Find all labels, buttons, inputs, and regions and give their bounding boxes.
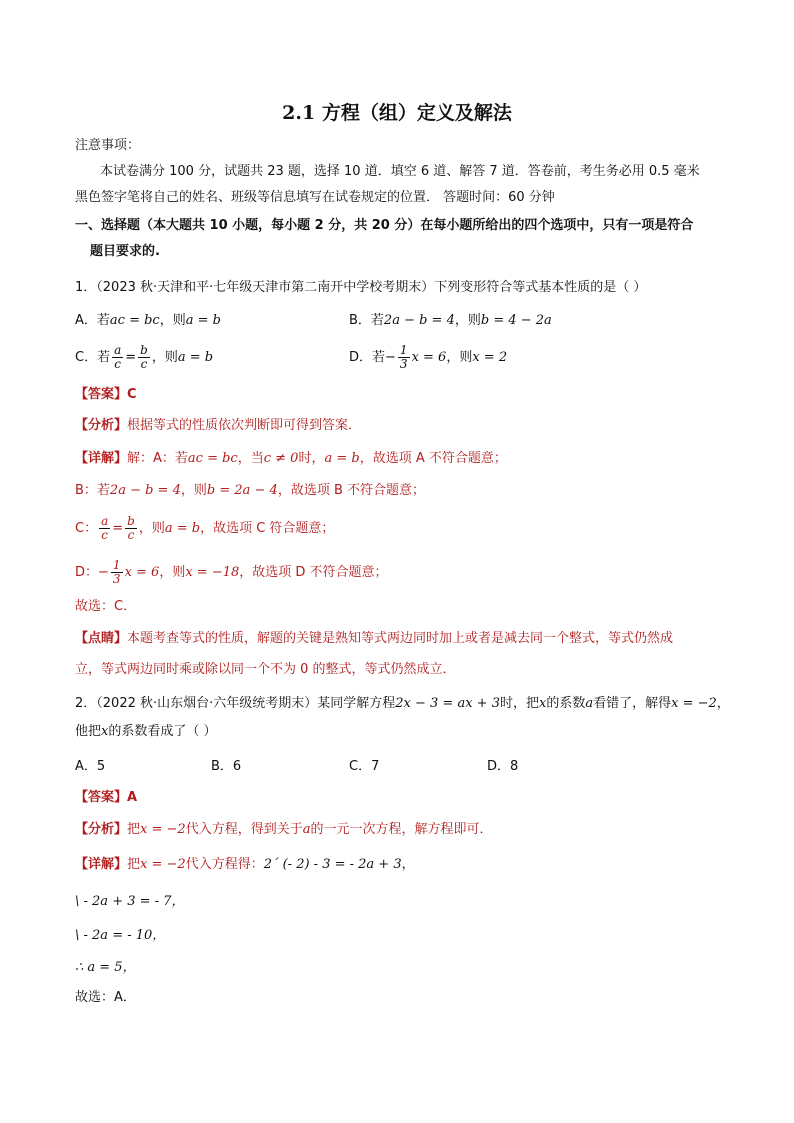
math-expr: b = 4 − 2a bbox=[480, 313, 552, 328]
option-label: A．若 bbox=[75, 313, 110, 328]
q1-option-a bbox=[75, 311, 221, 331]
q2-option-b: B．6 bbox=[211, 759, 242, 774]
q2-option-a: A．5 bbox=[75, 759, 106, 774]
q2-step-3: ∴ a = 5， bbox=[75, 960, 136, 975]
fraction: $\frac{b}{c}$ bbox=[127, 514, 135, 542]
q1-comment-line-2: 立，等式两边同时乘或除以同一个不为 0 的整式，等式仍然成立． bbox=[75, 662, 456, 677]
section-heading-line-2: 题目要求的. bbox=[90, 244, 160, 259]
q1-detail-c: C： $\frac{a}{c}$ = $\frac{b}{c}$ ，则a = b，故选项 C 符合题意； bbox=[75, 514, 335, 542]
q1-choose: 故选：C． bbox=[75, 599, 137, 614]
q2-analysis: 【分析】把x = −2代入方程，得到关于a的一元一次方程，解方程即可． bbox=[75, 822, 493, 837]
q2-option-c: C．7 bbox=[349, 759, 380, 774]
option-label: D．若 bbox=[349, 350, 386, 365]
q1-option-c: C．若 $\frac{a}{c}$ = $\frac{b}{c}$ ，则a = b bbox=[75, 343, 214, 371]
q2-stem-line-2: 他把x的系数看成了（ ） bbox=[75, 724, 217, 739]
math-expr: a = b bbox=[185, 313, 221, 328]
q2-stem-line-1: 2．（2022 秋·山东烟台·六年级统考期末）某同学解方程2x − 3 = ax + 3时，把x的系数a看错了，解得x = −2， bbox=[75, 696, 730, 711]
notes-line-1: 本试卷满分 100 分，试题共 23 题，选择 10 道．填空 6 道、解答 7 道．答卷前，考生务必用 0.5 毫米 bbox=[100, 164, 700, 179]
q1-comment-line-1: 【点睛】本题考查等式的性质，解题的关键是熟知等式两边同时加上或者是减去同一个整式，等式仍然成 bbox=[75, 631, 674, 646]
fraction: $\frac{a}{c}$ bbox=[114, 343, 122, 371]
math-expr: ac = bc bbox=[109, 313, 160, 328]
q1-option-b bbox=[349, 311, 552, 331]
q1-detail-b: B：若2a − b = 4，则b = 2a − 4，故选项 B 不符合题意； bbox=[75, 483, 425, 498]
fraction: $\frac{1}{3}$ bbox=[112, 558, 121, 586]
option-label: C．若 bbox=[75, 350, 111, 365]
q1-option-d: D．若− $\frac{1}{3}$ x = 6，则x = 2 bbox=[349, 343, 508, 371]
q2-choose: 故选：A． bbox=[75, 990, 136, 1005]
q2-step-2: \ - 2a = - 10， bbox=[75, 928, 166, 943]
q1-stem: 1．（2023 秋·天津和平·七年级天津市第二南开中学校考期末）下列变形符合等式基本性质的是（ ） bbox=[75, 280, 647, 295]
fraction: $\frac{a}{c}$ bbox=[101, 514, 109, 542]
option-label: B．若 bbox=[349, 313, 384, 328]
section-heading-line-1: 一、选择题（本大题共 10 小题，每小题 2 分，共 20 分）在每小题所给出的四个选项中，只有一项是符合 bbox=[75, 218, 694, 233]
q1-answer: 【答案】C bbox=[75, 387, 137, 402]
fraction: $\frac{b}{c}$ bbox=[140, 343, 148, 371]
notes-line-2: 黑色签字笔将自己的姓名、班级等信息填写在试卷规定的位置． 答题时间：60 分钟 bbox=[75, 190, 555, 205]
q1-detail-d: D：− $\frac{1}{3}$ x = 6，则x = −18，故选项 D 不符合题意； bbox=[75, 558, 388, 586]
q1-detail-a: 【详解】解：A：若ac = bc，当c ≠ 0时，a = b，故选项 A 不符合题意； bbox=[75, 451, 507, 466]
q2-step-1: \ - 2a + 3 = - 7， bbox=[75, 894, 185, 909]
q2-detail: 【详解】把x = −2代入方程得：2´ (- 2) - 3 = - 2a + 3， bbox=[75, 857, 415, 872]
notes-heading: 注意事项： bbox=[75, 138, 141, 153]
q1-analysis: 【分析】根据等式的性质依次判断即可得到答案． bbox=[75, 418, 362, 433]
text: ，则 bbox=[159, 313, 186, 328]
text: ，则 bbox=[454, 313, 481, 328]
q2-answer: 【答案】A bbox=[75, 790, 138, 805]
math-expr: 2a − b = 4 bbox=[383, 313, 455, 328]
fraction: $\frac{1}{3}$ bbox=[399, 343, 408, 371]
page-title: 2.1 方程（组）定义及解法 bbox=[282, 102, 512, 124]
q2-option-d: D．8 bbox=[487, 759, 519, 774]
